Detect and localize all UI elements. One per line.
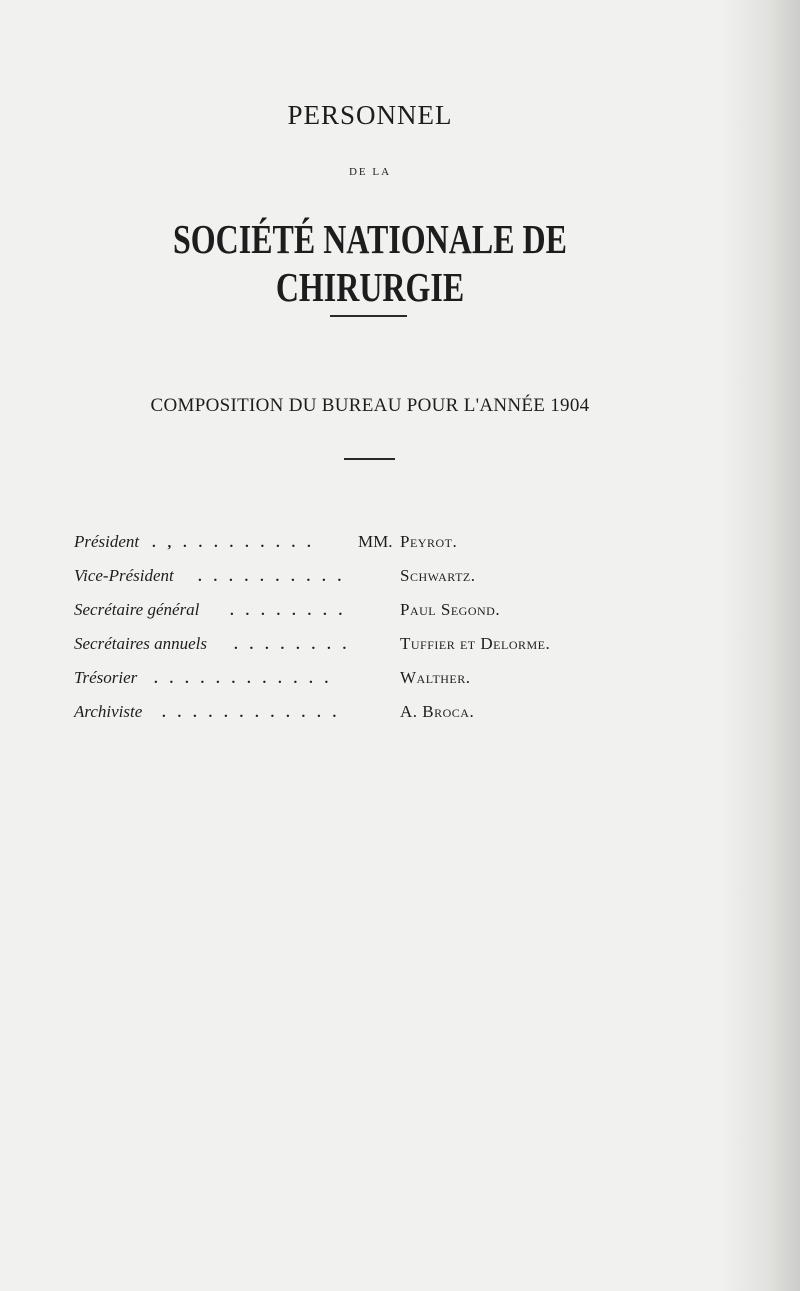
section-heading: COMPOSITION DU BUREAU POUR L'ANNÉE 1904 (150, 395, 590, 416)
bureau-row-vice-president (74, 566, 614, 600)
honorific-prefix: MM. (358, 532, 393, 551)
role-label: Trésorier (74, 668, 138, 687)
member-name: Schwartz. (400, 566, 476, 585)
role-label: Vice-Président (74, 566, 174, 585)
role-label: Archiviste (74, 702, 143, 721)
bureau-row-president (74, 532, 614, 566)
divider-rule (344, 458, 395, 460)
member-name: Peyrot. (400, 532, 458, 551)
member-name: Tuffier et Delorme. (400, 634, 551, 653)
page-subtitle: DE LA (348, 166, 392, 178)
role-label: Président (74, 532, 140, 551)
bureau-list (74, 532, 614, 736)
bureau-row-secretaires-annuels (74, 634, 614, 668)
leader-dots: . . . . . . . . (230, 603, 347, 619)
role-label: Secrétaire général (74, 600, 200, 619)
member-name: Paul Segond. (400, 600, 501, 619)
page-title: PERSONNEL (287, 100, 453, 130)
member-name: Walther. (400, 668, 471, 687)
page-edge-shadow (720, 0, 800, 1291)
leader-dots: . . . . . . . . . . . . (154, 671, 333, 687)
society-name: SOCIÉTÉ NATIONALE DE CHIRURGIE (173, 216, 567, 310)
role-label: Secrétaires annuels (74, 634, 207, 653)
leader-dots: . . . . . . . . . . (198, 569, 346, 585)
bureau-row-archiviste (74, 702, 614, 736)
bureau-row-secretaire-general (74, 600, 614, 634)
leader-dots: . , . . . . . . . . . (152, 535, 315, 551)
leader-dots: . . . . . . . . . . . . (162, 705, 341, 721)
bureau-row-tresorier (74, 668, 614, 702)
leader-dots: . . . . . . . . (234, 637, 351, 653)
member-name: A. Broca. (400, 702, 475, 721)
divider-rule (330, 315, 407, 317)
